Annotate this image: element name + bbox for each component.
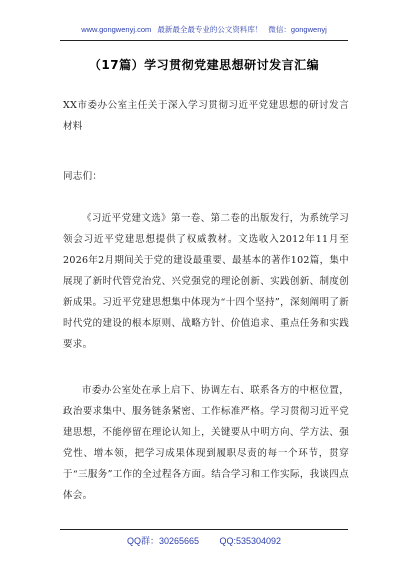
footer-qq-group: QQ群：30265665: [126, 536, 199, 546]
page-footer: [0, 534, 408, 547]
salutation: 同志们：: [63, 171, 103, 182]
paragraph-2: 市委办公室处在承上启下、协调左右、联系各方的中枢位置，政治要求集中、服务链条紧密、工作标准严格。学习贯彻习近平党建思想，不能停留在理论认知上，关键要从中明方向、学方法、强党性、增本领，把学习成果体现到履职尽责的每一个环节，贯穿于“三服务”工作的全过程各方面。结合学习和工作实际，我谈四点体会。: [63, 385, 349, 501]
header-divider: [60, 40, 348, 41]
header-site-link[interactable]: www.gongwenyj.com: [81, 25, 152, 34]
footer-qq-contact: QQ:535304092: [219, 536, 282, 546]
paragraph-1: 《习近平党建文选》第一卷、第二卷的出版发行，为系统学习领会习近平党建思想提供了权威教材。文选收入2012年11月至2026年2月期间关于党的建设最重要、最基本的著作102篇，集中展现了新时代管党治党、兴党强党的理论创新、实践创新、制度创新成果。习近平党建思想集中体现为“十四个坚持”，深刻阐明了新时代党的建设的根本原则、战略方针、价值追求、重点任务和实践要求。: [63, 213, 349, 350]
page-header: [0, 24, 408, 35]
header-wechat: 微信：gongwenyj: [268, 25, 327, 34]
header-slogan: 最新最全最专业的公文资料库！: [157, 25, 263, 34]
footer-divider: [60, 529, 348, 530]
document-title: （17篇）学习贯彻党建思想研讨发言汇编: [88, 58, 320, 72]
document-subtitle: XX市委办公室主任关于深入学习贯彻习近平党建思想的研讨发言材料: [63, 100, 349, 132]
